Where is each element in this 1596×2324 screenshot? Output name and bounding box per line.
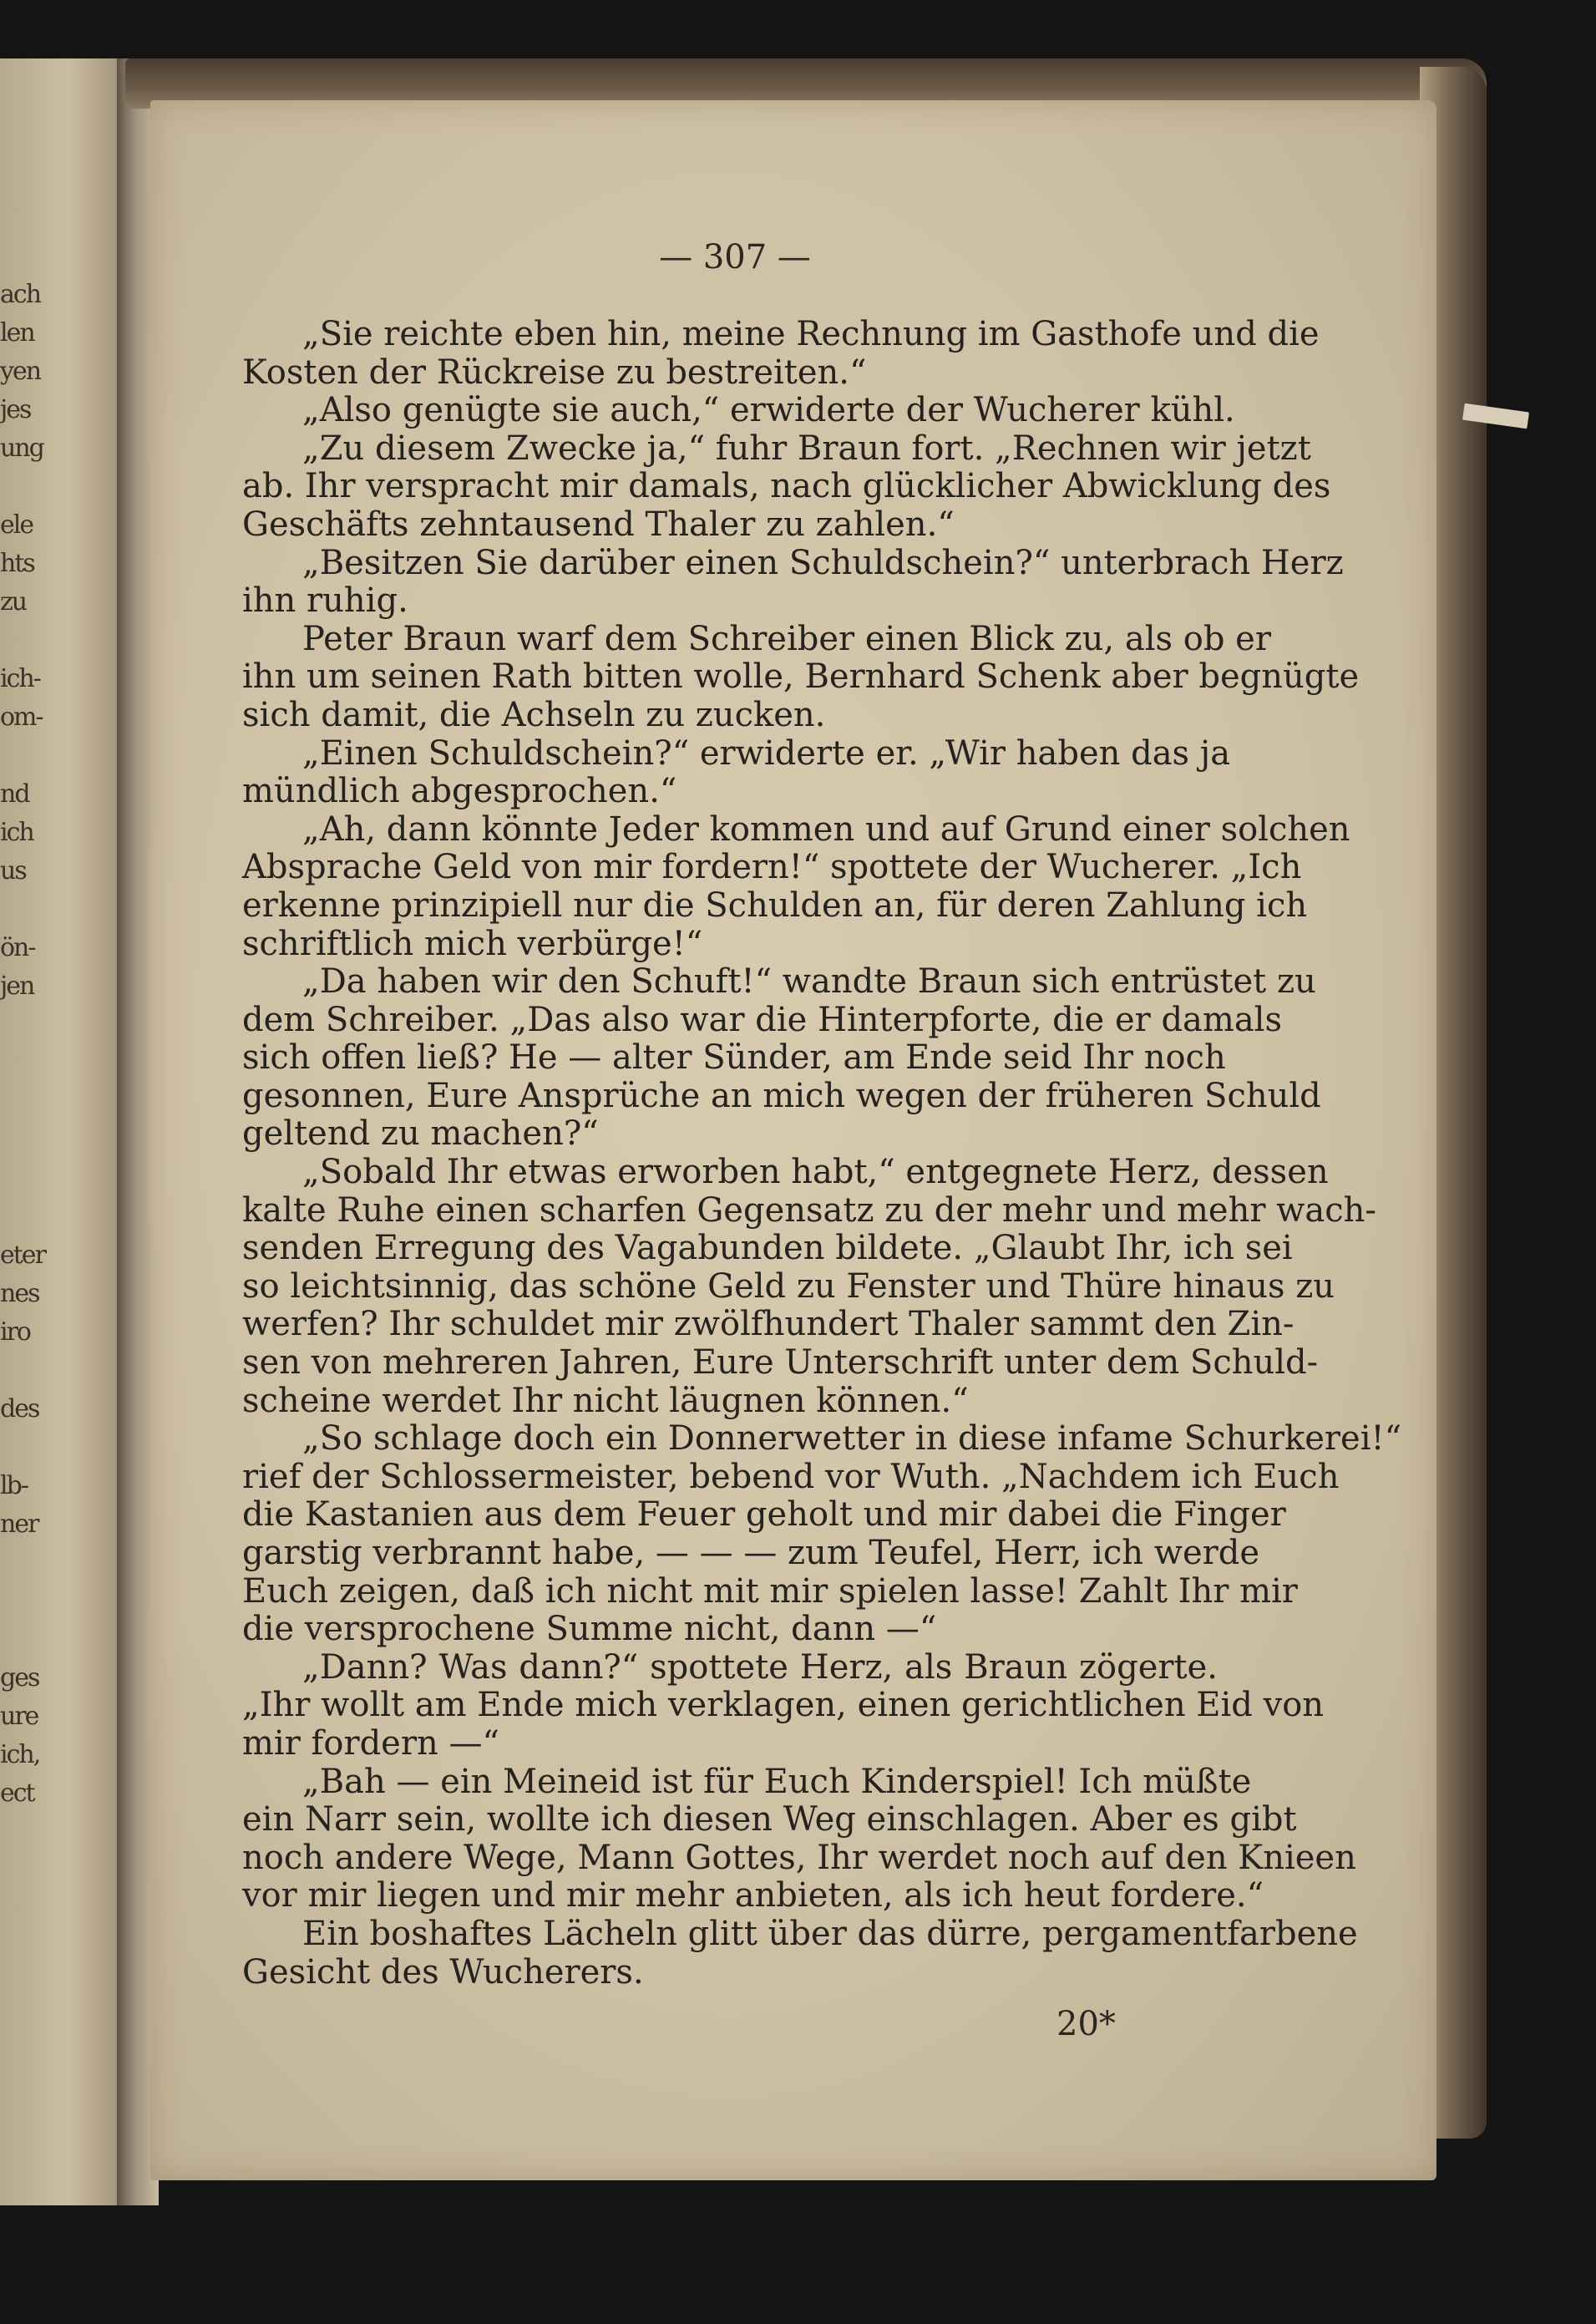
left-page-edge-text	[0, 276, 45, 1813]
text-line: „Dann? Was dann?“ spottete Herz, als Braun zögerte.	[302, 1647, 1218, 1687]
left-edge-fragment: ner	[0, 1510, 38, 1539]
text-line: so leichtsinnig, das schöne Geld zu Fenster und Thüre hinaus zu	[242, 1266, 1335, 1306]
text-line: werfen? Ihr schuldet mir zwölfhundert Thaler sammt den Zin-	[242, 1305, 1295, 1344]
left-edge-fragment: ung	[0, 434, 43, 463]
text-line: ihn um seinen Rath bitten wolle, Bernhard Schenk aber begnügte	[242, 657, 1360, 697]
text-line: dem Schreiber. „Das also war die Hinterpforte, die er damals	[242, 1000, 1282, 1039]
text-line: „Also genügte sie auch,“ erwiderte der Wucherer kühl.	[302, 391, 1235, 430]
text-line: „So schlage doch ein Donnerwetter in diese infame Schurkerei!“	[302, 1419, 1402, 1459]
text-line: ihn ruhig.	[242, 581, 408, 621]
left-edge-fragment: hts	[0, 549, 34, 578]
left-edge-fragment: ect	[0, 1779, 34, 1808]
text-line: sen von mehreren Jahren, Eure Unterschrift unter dem Schuld-	[242, 1343, 1319, 1383]
text-line: die Kastanien aus dem Feuer geholt und mir dabei die Finger	[242, 1495, 1286, 1535]
text-line: mir fordern —“	[242, 1723, 499, 1763]
text-line: scheine werdet Ihr nicht läugnen können.“	[242, 1381, 969, 1420]
text-line: kalte Ruhe einen scharfen Gegensatz zu der mehr und mehr wach-	[242, 1190, 1376, 1230]
left-edge-fragment: lb-	[0, 1471, 28, 1500]
left-edge-fragment: iro	[0, 1317, 30, 1347]
text-line: „Sie reichte eben hin, meine Rechnung im Gasthofe und die	[302, 315, 1320, 353]
left-edge-fragment: zu	[0, 587, 27, 617]
text-line: „Sobald Ihr etwas erworben habt,“ entgegnete Herz, dessen	[302, 1153, 1329, 1192]
text-line: „Zu diesem Zwecke ja,“ fuhr Braun fort. „Rechnen wir jetzt	[302, 429, 1311, 468]
text-line: vor mir liegen und mir mehr anbieten, als ich heut fordere.“	[242, 1876, 1264, 1916]
text-line: Peter Braun warf dem Schreiber einen Blick zu, als ob er	[302, 619, 1271, 658]
left-edge-fragment: ich,	[0, 1740, 40, 1769]
text-line: Ein boshaftes Lächeln glitt über das dürre, pergamentfarbene	[302, 1914, 1358, 1953]
text-line: Kosten der Rückreise zu bestreiten.“	[242, 353, 867, 392]
left-edge-fragment	[0, 1352, 33, 1390]
left-edge-fragment: ich	[0, 818, 33, 847]
left-edge-fragment: ure	[0, 1702, 38, 1731]
left-edge-fragment	[0, 737, 33, 775]
left-edge-fragment: nes	[0, 1279, 39, 1308]
left-edge-fragment	[0, 1006, 33, 1044]
left-edge-fragment: des	[0, 1394, 39, 1423]
left-edge-fragment: jen	[0, 972, 34, 1001]
left-edge-fragment: eter	[0, 1241, 45, 1270]
text-line: Absprache Geld von mir fordern!“ spottete der Wucherer. „Ich	[242, 848, 1302, 887]
text-line: noch andere Wege, Mann Gottes, Ihr werdet noch auf den Knieen	[242, 1838, 1356, 1877]
text-line: ein Narr sein, wollte ich diesen Weg einschlagen. Aber es gibt	[242, 1800, 1297, 1839]
left-edge-fragment	[0, 1428, 33, 1467]
left-edge-fragment	[0, 1044, 33, 1083]
left-edge-fragment: yen	[0, 357, 41, 386]
text-line: senden Erregung des Vagabunden bildete. „Glaubt Ihr, ich sei	[242, 1229, 1293, 1268]
text-line: gesonnen, Eure Ansprüche an mich wegen der früheren Schuld	[242, 1076, 1321, 1115]
page-body	[242, 315, 1402, 1992]
left-edge-fragment	[0, 1198, 33, 1236]
left-edge-fragment	[0, 1582, 33, 1621]
left-edge-fragment: us	[0, 856, 26, 885]
text-line: „Ah, dann könnte Jeder kommen und auf Grund einer solchen	[302, 809, 1350, 849]
text-line: Geschäfts zehntausend Thaler zu zahlen.“	[242, 505, 955, 544]
text-line: „Bah — ein Meineid ist für Euch Kinderspiel! Ich müßte	[302, 1762, 1252, 1801]
text-line: sich damit, die Achseln zu zucken.	[242, 695, 826, 734]
left-edge-fragment: ele	[0, 510, 33, 540]
text-line: sich offen ließ? He — alter Sünder, am Ende seid Ihr noch	[242, 1038, 1226, 1078]
left-edge-fragment	[0, 622, 33, 660]
left-edge-fragment	[0, 1159, 33, 1198]
left-edge-fragment	[0, 891, 33, 929]
text-line: Gesicht des Wucherers.	[242, 1952, 644, 1992]
left-edge-fragment: ich-	[0, 664, 40, 693]
signature-mark: 20*	[1056, 2005, 1116, 2043]
left-edge-fragment	[0, 1083, 33, 1121]
text-line: mündlich abgesprochen.“	[242, 772, 677, 811]
left-edge-fragment: jes	[0, 395, 31, 424]
text-line: erkenne prinzipiell nur die Schulden an, für deren Zahlung ich	[242, 885, 1308, 925]
page-number: — 307 —	[659, 238, 811, 277]
text-line: die versprochene Summe nicht, dann —“	[242, 1610, 937, 1649]
text-line: „Besitzen Sie darüber einen Schuldschein?“ unterbrach Herz	[302, 543, 1344, 582]
left-edge-fragment	[0, 1121, 33, 1159]
left-edge-fragment: len	[0, 318, 34, 348]
text-line: Euch zeigen, daß ich nicht mit mir spielen lasse! Zahlt Ihr mir	[242, 1571, 1298, 1611]
text-line: „Einen Schuldschein?“ erwiderte er. „Wir haben das ja	[302, 733, 1231, 773]
text-line: geltend zu machen?“	[242, 1114, 599, 1154]
text-line: ab. Ihr verspracht mir damals, nach glücklicher Abwicklung des	[242, 467, 1331, 506]
text-line: rief der Schlossermeister, bebend vor Wuth. „Nachdem ich Euch	[242, 1457, 1340, 1496]
text-line: „Da haben wir den Schuft!“ wandte Braun sich entrüstet zu	[302, 962, 1316, 1002]
left-edge-fragment	[0, 1621, 33, 1659]
left-edge-fragment	[0, 1544, 33, 1582]
text-line: schriftlich mich verbürge!“	[242, 924, 703, 963]
left-edge-fragment: nd	[0, 779, 29, 809]
left-edge-fragment	[0, 468, 33, 506]
text-line: garstig verbrannt habe, — — — zum Teufel, Herr, ich werde	[242, 1534, 1260, 1572]
text-line: „Ihr wollt am Ende mich verklagen, einen gerichtlichen Eid von	[242, 1686, 1325, 1725]
left-edge-fragment: ges	[0, 1663, 39, 1692]
left-edge-fragment: ön-	[0, 933, 35, 962]
left-edge-fragment: om-	[0, 703, 43, 732]
left-edge-fragment: ach	[0, 280, 41, 309]
